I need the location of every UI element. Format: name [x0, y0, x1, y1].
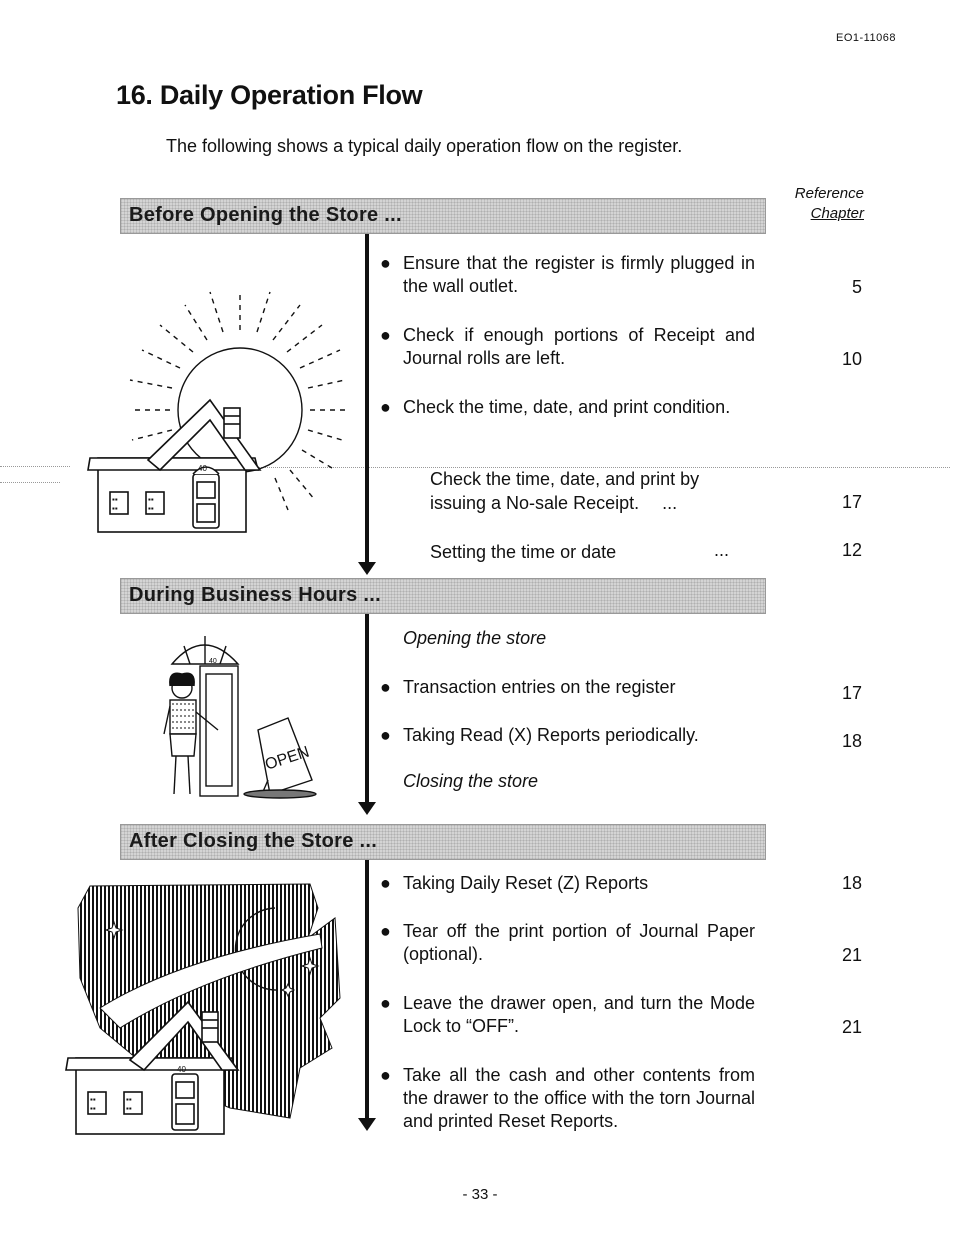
- section-heading-before-opening: Before Opening the Store ...: [129, 204, 402, 226]
- list-item: ● Leave the drawer open, and turn the Mode Lock to “OFF”.: [380, 993, 755, 1036]
- sub-item: Check the time, date, and print by issuing a No-sale Receipt. ...: [430, 469, 700, 513]
- reference-chapter-header: [760, 184, 864, 224]
- list-item: ● Tear off the print portion of Journal Paper (optional).: [380, 921, 755, 964]
- chapter-ref: 12: [841, 540, 862, 560]
- bullet-icon: ●: [380, 677, 391, 697]
- list-item: ● Take all the cash and other contents from the drawer to the office with the torn Journal and printed Reset Reports.: [380, 1065, 755, 1131]
- open-sign-text: OPEN: [263, 743, 312, 774]
- document-number: EO1-11068: [836, 32, 896, 44]
- opening-note: Opening the store: [403, 628, 547, 648]
- svg-text:▪▪: ▪▪: [112, 504, 118, 513]
- flow-line: [365, 234, 369, 564]
- flow-arrow-icon: [358, 802, 376, 815]
- bullet-icon: ●: [380, 921, 391, 941]
- bullet-icon: ●: [380, 873, 391, 893]
- divider-line: [0, 482, 60, 483]
- chapter-ref: 10: [841, 349, 862, 369]
- list-item: ● Ensure that the register is firmly plugged in the wall outlet.: [380, 253, 755, 296]
- bullet-icon: ●: [380, 325, 391, 345]
- bullet-icon: ●: [380, 993, 391, 1013]
- list-item: ● Check the time, date, and print condition.: [380, 397, 731, 417]
- chapter-ref: 21: [841, 1017, 862, 1037]
- chapter-ref: 17: [841, 683, 862, 703]
- svg-text:▪▪: ▪▪: [148, 504, 154, 513]
- leader-dots: ...: [714, 540, 730, 560]
- chapter-ref: 21: [841, 945, 862, 965]
- flow-line: [365, 614, 369, 804]
- chapter-ref: 5: [851, 277, 862, 297]
- svg-text:▪▪: ▪▪: [148, 495, 154, 504]
- chapter-ref: 18: [841, 873, 862, 893]
- page-title: 16. Daily Operation Flow: [116, 80, 423, 110]
- list-item: ● Transaction entries on the register: [380, 677, 676, 697]
- list-item: ● Check if enough portions of Receipt and Journal rolls are left.: [380, 325, 755, 368]
- house-number-label: 40: [177, 1065, 186, 1074]
- list-item: ● Taking Daily Reset (Z) Reports: [380, 873, 649, 893]
- page-number: - 33 -: [462, 1186, 498, 1203]
- flow-line: [365, 860, 369, 1122]
- bullet-icon: ●: [380, 1065, 391, 1085]
- reference-label: Reference: [794, 185, 864, 202]
- flow-arrow-icon: [358, 562, 376, 575]
- night-house-illustration: [60, 878, 350, 1140]
- list-item: ● Taking Read (X) Reports periodically.: [380, 725, 699, 745]
- shop-open-illustration: [160, 630, 340, 805]
- sub-item: Setting the time or date: [430, 542, 617, 562]
- bullet-icon: ●: [380, 725, 391, 745]
- svg-text:▪▪: ▪▪: [90, 1095, 96, 1104]
- bullet-icon: ●: [380, 397, 391, 417]
- section-heading-during-business: During Business Hours ...: [129, 584, 381, 606]
- svg-text:▪▪: ▪▪: [126, 1095, 132, 1104]
- bullet-icon: ●: [380, 253, 391, 273]
- sun-house-illustration: [60, 270, 360, 540]
- svg-text:▪▪: ▪▪: [112, 495, 118, 504]
- door-number-label: 40: [209, 658, 217, 665]
- flow-arrow-icon: [358, 1118, 376, 1131]
- section-heading-after-closing: After Closing the Store ...: [129, 830, 378, 852]
- closing-note: Closing the store: [403, 771, 539, 791]
- chapter-ref: 17: [841, 492, 862, 512]
- intro-text: The following shows a typical daily operation flow on the register.: [166, 136, 683, 156]
- house-number-label: 40: [198, 464, 207, 473]
- chapter-ref: 18: [841, 731, 862, 751]
- section-band-during-business: [120, 578, 766, 614]
- chapter-label: Chapter: [810, 205, 864, 222]
- section-band-before-opening: [120, 198, 766, 234]
- svg-text:▪▪: ▪▪: [126, 1104, 132, 1113]
- svg-text:▪▪: ▪▪: [90, 1104, 96, 1113]
- section-band-after-closing: [120, 824, 766, 860]
